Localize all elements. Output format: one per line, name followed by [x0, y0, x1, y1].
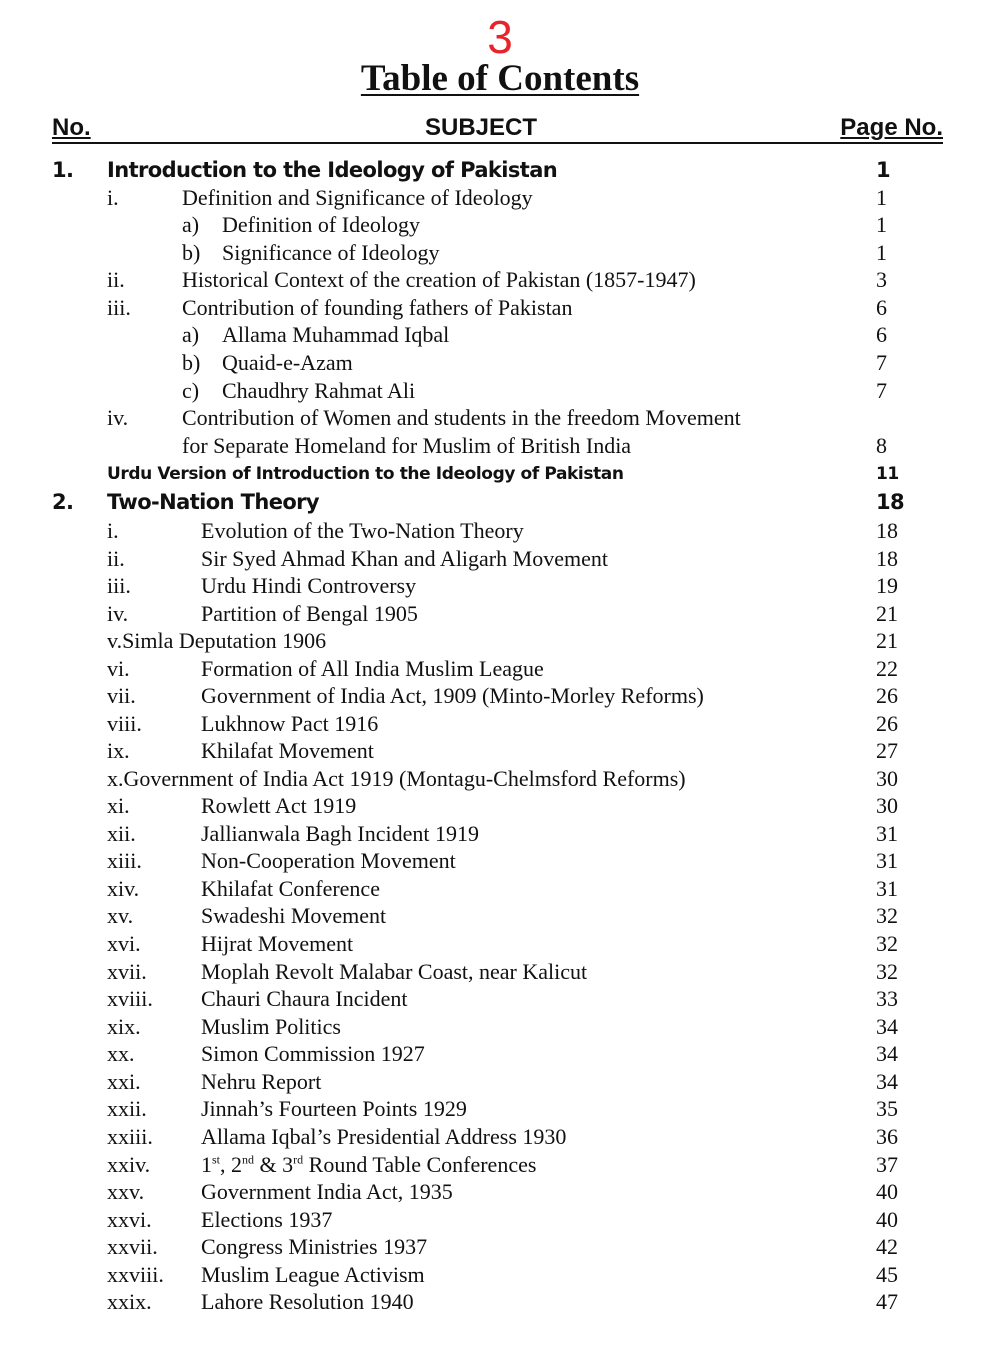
- toc-entry: [0, 792, 981, 820]
- entry-page: 11: [876, 464, 899, 484]
- toc-entry: [0, 349, 981, 377]
- entry-number: xxi.: [107, 1069, 141, 1094]
- entry-number: xxix.: [107, 1289, 152, 1314]
- entry-text: Partition of Bengal 1905: [201, 601, 418, 626]
- toc-entry: [0, 184, 981, 212]
- entry-text: Khilafat Conference: [201, 876, 380, 901]
- entry-text: Government India Act, 1935: [201, 1179, 453, 1204]
- entry-page: 32: [876, 959, 898, 984]
- toc-entry: [0, 902, 981, 930]
- entry-page: 6: [876, 295, 887, 320]
- entry-number: ii.: [107, 267, 125, 292]
- entry-number: xvii.: [107, 959, 147, 984]
- entry-page: 31: [876, 821, 898, 846]
- entry-number: a): [182, 322, 200, 347]
- entry-number: b): [182, 240, 201, 265]
- entry-page: 27: [876, 738, 898, 763]
- toc-entry: [0, 294, 981, 322]
- entry-text: Urdu Hindi Controversy: [201, 573, 417, 598]
- entry-number: xii.: [107, 821, 136, 846]
- entry-page: 45: [876, 1262, 898, 1287]
- toc-entry: [0, 820, 981, 848]
- entry-number: xviii.: [107, 986, 153, 1011]
- entry-number: a): [182, 212, 200, 237]
- entry-page: 3: [876, 267, 887, 292]
- entry-number: viii.: [107, 711, 142, 736]
- entry-number: xxviii.: [107, 1262, 164, 1287]
- entry-number: 2.: [52, 490, 74, 514]
- toc-entry: [0, 682, 981, 710]
- toc-entry: [0, 710, 981, 738]
- toc-entry: [0, 930, 981, 958]
- toc-entry: [0, 1288, 981, 1316]
- entry-number: xiii.: [107, 848, 142, 873]
- entry-text: Chauri Chaura Incident: [201, 986, 408, 1011]
- toc-entry: [0, 1206, 981, 1234]
- entry-text: Urdu Version of Introduction to the Ideology of Pakistan: [107, 464, 624, 484]
- toc-entry: [0, 1068, 981, 1096]
- toc-entry: [0, 488, 981, 516]
- entry-number: ix.: [107, 738, 130, 763]
- entry-text: Allama Muhammad Iqbal: [222, 322, 450, 347]
- toc-entry: [0, 737, 981, 765]
- entry-text: Quaid-e-Azam: [222, 350, 353, 375]
- entry-number: c): [182, 378, 200, 403]
- entry-text: Jinnah’s Fourteen Points 1929: [201, 1096, 467, 1121]
- entry-page: 40: [876, 1179, 898, 1204]
- entry-page: 35: [876, 1096, 898, 1121]
- entry-page: 18: [876, 490, 905, 514]
- toc-entry: [0, 460, 981, 488]
- toc-entry: [0, 321, 981, 349]
- toc-entry: [0, 211, 981, 239]
- entry-number: i.: [107, 185, 119, 210]
- entry-text: Two-Nation Theory: [107, 490, 320, 514]
- entry-page: 8: [876, 433, 887, 458]
- entry-number: iv.: [107, 405, 129, 430]
- entry-text: for Separate Homeland for Muslim of British India: [182, 433, 632, 458]
- entry-text: Government of India Act, 1909 (Minto-Morley Reforms): [201, 683, 704, 708]
- entry-text: Elections 1937: [201, 1207, 333, 1232]
- entry-number: xv.: [107, 903, 134, 928]
- toc-entry: [0, 875, 981, 903]
- entry-page: 1: [876, 158, 891, 182]
- entry-number: ii.: [107, 546, 125, 571]
- entry-text: Chaudhry Rahmat Ali: [222, 378, 416, 403]
- entry-text: Formation of All India Muslim League: [201, 656, 544, 681]
- entry-page: 26: [876, 683, 898, 708]
- entry-page: 18: [876, 546, 898, 571]
- toc-entry: [0, 1013, 981, 1041]
- toc-entry: [0, 517, 981, 545]
- header-page-no: Page No.: [840, 114, 943, 141]
- entry-page: 47: [876, 1289, 898, 1314]
- entry-number: i.: [107, 518, 119, 543]
- toc-entry: [0, 655, 981, 683]
- entry-text: Allama Iqbal’s Presidential Address 1930: [201, 1124, 567, 1149]
- entry-page: 18: [876, 518, 898, 543]
- toc-entry: [0, 239, 981, 267]
- entry-text: Simon Commission 1927: [201, 1041, 425, 1066]
- entry-page: 31: [876, 876, 898, 901]
- entry-text: x.Government of India Act 1919 (Montagu-Chelmsford Reforms): [107, 766, 686, 791]
- toc-entry: [0, 958, 981, 986]
- entry-page: 6: [876, 322, 887, 347]
- entry-page: 36: [876, 1124, 898, 1149]
- entry-page: 1: [876, 240, 887, 265]
- toc-entry: [0, 156, 981, 184]
- entry-number: iii.: [107, 573, 131, 598]
- toc-entry: [0, 847, 981, 875]
- toc-entry: [0, 1261, 981, 1289]
- entry-text: Contribution of Women and students in the freedom Movement: [182, 405, 741, 430]
- entry-number: xxiv.: [107, 1152, 151, 1177]
- entry-page: 37: [876, 1152, 898, 1177]
- entry-page: 7: [876, 350, 887, 375]
- entry-page: 32: [876, 903, 898, 928]
- entry-page: 30: [876, 766, 898, 791]
- toc-entry: [0, 377, 981, 405]
- entry-page: 19: [876, 573, 898, 598]
- entry-text: Evolution of the Two-Nation Theory: [201, 518, 524, 543]
- entry-text: Rowlett Act 1919: [201, 793, 357, 818]
- entry-page: 34: [876, 1041, 898, 1066]
- entry-text: Contribution of founding fathers of Pakistan: [182, 295, 573, 320]
- entry-text: Muslim League Activism: [201, 1262, 425, 1287]
- entry-text: Hijrat Movement: [201, 931, 354, 956]
- entry-number: xxvii.: [107, 1234, 158, 1259]
- toc-entry: [0, 572, 981, 600]
- entry-text: Sir Syed Ahmad Khan and Aligarh Movement: [201, 546, 608, 571]
- entry-number: xxiii.: [107, 1124, 153, 1149]
- entry-number: vii.: [107, 683, 136, 708]
- entry-page: 7: [876, 378, 887, 403]
- entry-page: 1: [876, 185, 887, 210]
- entry-number: xxvi.: [107, 1207, 152, 1232]
- entry-page: 22: [876, 656, 898, 681]
- entry-page: 42: [876, 1234, 898, 1259]
- entry-text: 1st, 2nd & 3rd Round Table Conferences: [201, 1152, 537, 1177]
- entry-page: 34: [876, 1069, 898, 1094]
- entry-number: xxii.: [107, 1096, 147, 1121]
- entry-text: Introduction to the Ideology of Pakistan: [107, 158, 558, 182]
- entry-text: Lahore Resolution 1940: [201, 1289, 414, 1314]
- toc-header: [52, 112, 943, 144]
- entry-number: xxv.: [107, 1179, 145, 1204]
- entry-page: 21: [876, 628, 898, 653]
- entry-text: Nehru Report: [201, 1069, 322, 1094]
- toc-entry: [0, 765, 981, 793]
- entry-text: Non-Cooperation Movement: [201, 848, 456, 873]
- entry-page: 31: [876, 848, 898, 873]
- entry-text: Definition and Significance of Ideology: [182, 185, 533, 210]
- entry-page: 30: [876, 793, 898, 818]
- toc-entry: [0, 266, 981, 294]
- toc-entry: [0, 545, 981, 573]
- entry-number: xvi.: [107, 931, 141, 956]
- entry-number: 1.: [52, 158, 74, 182]
- toc-entry: [0, 1178, 981, 1206]
- entry-text: Moplah Revolt Malabar Coast, near Kalicut: [201, 959, 588, 984]
- entry-page: 33: [876, 986, 898, 1011]
- toc-entry: [0, 432, 981, 460]
- entry-text: Muslim Politics: [201, 1014, 341, 1039]
- page-title: [0, 58, 981, 100]
- entry-number: b): [182, 350, 201, 375]
- entry-text: Historical Context of the creation of Pakistan (1857-1947): [182, 267, 696, 292]
- toc-entry: [0, 627, 981, 655]
- entry-text: Swadeshi Movement: [201, 903, 387, 928]
- entry-page: 32: [876, 931, 898, 956]
- entry-page: 26: [876, 711, 898, 736]
- header-subject: SUBJECT: [425, 114, 538, 141]
- toc-entry: [0, 404, 981, 432]
- entry-page: 21: [876, 601, 898, 626]
- entry-number: xiv.: [107, 876, 140, 901]
- entry-text: Jallianwala Bagh Incident 1919: [201, 821, 479, 846]
- page-title-text: Table of Contents: [360, 58, 640, 99]
- entry-number: iii.: [107, 295, 131, 320]
- toc-entry: [0, 1095, 981, 1123]
- entry-text: Definition of Ideology: [222, 212, 420, 237]
- entry-number: xix.: [107, 1014, 141, 1039]
- entry-text: Lukhnow Pact 1916: [201, 711, 379, 736]
- toc-entry: [0, 1151, 981, 1179]
- entry-number: vi.: [107, 656, 130, 681]
- toc-entry: [0, 985, 981, 1013]
- entry-page: 1: [876, 212, 887, 237]
- entry-number: xi.: [107, 793, 130, 818]
- entry-number: xx.: [107, 1041, 135, 1066]
- entry-text: Significance of Ideology: [222, 240, 440, 265]
- entry-text: Khilafat Movement: [201, 738, 374, 763]
- entry-text: v.Simla Deputation 1906: [107, 628, 327, 653]
- toc-entry: [0, 600, 981, 628]
- toc-entry: [0, 1040, 981, 1068]
- header-no: No.: [52, 114, 91, 141]
- entry-text: Congress Ministries 1937: [201, 1234, 428, 1259]
- entry-number: iv.: [107, 601, 129, 626]
- page-number: 3: [487, 11, 513, 63]
- toc-entry: [0, 1123, 981, 1151]
- entry-page: 40: [876, 1207, 898, 1232]
- entry-page: 34: [876, 1014, 898, 1039]
- toc-entry: [0, 1233, 981, 1261]
